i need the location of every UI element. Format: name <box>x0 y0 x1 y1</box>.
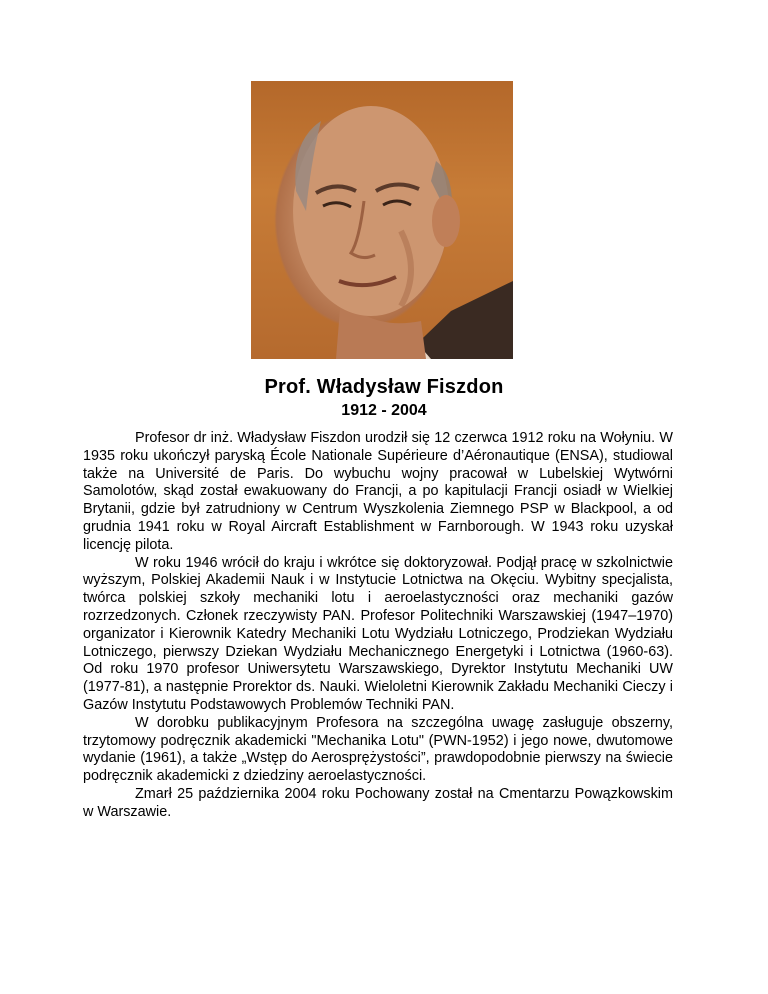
biography-paragraph: Zmarł 25 października 2004 roku Pochowany został na Cmentarzu Powązkowskim w Warszawie. <box>83 785 673 820</box>
portrait-photo <box>251 81 513 359</box>
portrait-illustration <box>251 81 513 359</box>
biography <box>83 430 673 822</box>
biography-paragraph: W dorobku publikacyjnym Profesora na szczególna uwagę zasługuje obszerny, trzytomowy podręcznik akademicki "Mechanika Lotu" (PWN-1952) i jego nowe, dwutomowe wydanie (1961), a także „Wstęp do Aerosprężystości”, prawdopodobnie pierwszy na świecie podręcznik akademicki z dziedziny aeroelastyczności. <box>83 714 673 785</box>
life-years: 1912 - 2004 <box>341 402 427 419</box>
biography-paragraph: W roku 1946 wrócił do kraju i wkrótce się doktoryzował. Podjął pracę w szkolnictwie wyższym, Polskiej Akademii Nauk i w Instytucie Lotnictwa na Okęciu. Wybitny specjalista, twórca polskiej szkoły mechaniki lotu i aeroelastyczności oraz mechaniki gazów rozrzedzonych. Członek rzeczywisty PAN. Profesor Politechniki Warszawskiej (1947–1970) organizator i Kierownik Katedry Mechaniki Lotu Wydziału Lotniczego, Prodziekan Wydziału Lotniczego, pierwszy Dziekan Wydziału Mechanicznego Energetyki i Lotnictwa (1960-63). Od roku 1970 profesor Uniwersytetu Warszawskiego, Dyrektor Instytutu Mechaniki UW (1977-81), a następnie Prorektor ds. Nauki. Wieloletni Kierownik Zakładu Mechaniki Cieczy i Gazów Instytutu Podstawowych Problemów Techniki PAN. <box>83 554 673 713</box>
biography-paragraph: Profesor dr inż. Władysław Fiszdon urodził się 12 czerwca 1912 roku na Wołyniu. W 1935 roku ukończył paryską École Nationale Supérieure d’Aéronautique (ENSA), studiowal także na Université de Paris. Do wybuchu wojny pracował w Lubelskiej Wytwórni Samolotów, skąd został ewakuowany do Francji, a po kapitulacji Francji osiadł w Wielkiej Brytanii, gdzie był zatrudniony w Centrum Wyszkolenia Ziemnego PSP w Blackpool, a od grudnia 1941 roku w Royal Aircraft Establishment w Farnborough. W 1943 roku uzyskał licencję pilota. <box>83 430 673 553</box>
person-name: Prof. Władysław Fiszdon <box>264 376 504 398</box>
